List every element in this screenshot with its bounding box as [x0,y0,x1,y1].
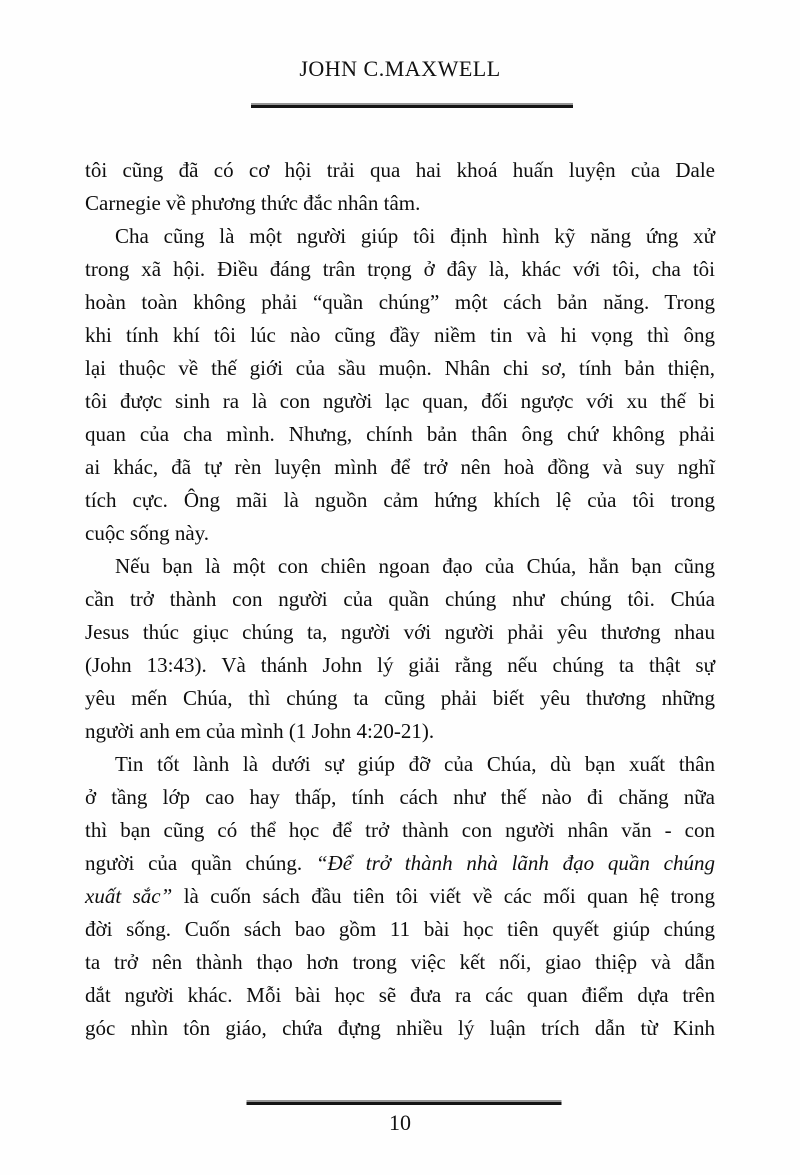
text-line: quan của cha mình. Nhưng, chính bản thân ông chứ không phải [85,422,715,446]
text-line: khi tính khí tôi lúc nào cũng đầy niềm tin và hi vọng thì ông [85,323,715,347]
paragraph [85,220,715,550]
paragraph [85,154,715,220]
page-number: 10 [389,1110,411,1135]
text-line: Carnegie về phương thức đắc nhân tâm. [85,191,421,215]
text-line: ta trở nên thành thạo hơn trong việc kết nối, giao thiệp và dẫn [85,950,715,974]
text-line: trong xã hội. Điều đáng trân trọng ở đây là, khác với tôi, cha tôi [85,257,715,281]
header-rule [251,103,573,108]
footer-rule [247,1100,562,1105]
text-line: xuất sắc” là cuốn sách đầu tiên tôi viết về các mối quan hệ trong [85,884,716,908]
text-line: Cha cũng là một người giúp tôi định hình kỹ năng ứng xử [115,224,715,248]
text-line: tôi cũng đã có cơ hội trải qua hai khoá huấn luyện của Dale [85,158,715,182]
text-line: Nếu bạn là một con chiên ngoan đạo của Chúa, hẳn bạn cũng [115,554,715,578]
text-line: yêu mến Chúa, thì chúng ta cũng phải biết yêu thương những [85,686,715,710]
text-line: cuộc sống này. [85,521,210,545]
text-line: dắt người khác. Mỗi bài học sẽ đưa ra các quan điểm dựa trên [85,983,715,1007]
header-rule-dark-line [251,105,573,108]
running-header-title: JOHN C.MAXWELL [299,56,501,81]
text-line: hoàn toàn không phải “quần chúng” một cách bản năng. Trong [85,290,715,314]
text-line: (John 13:43). Và thánh John lý giải rằng nếu chúng ta thật sự [85,653,715,677]
text-line: thì bạn cũng có thể học để trở thành con người nhân văn - con [85,818,715,842]
text-line: lại thuộc về thế giới của sầu muộn. Nhân chi sơ, tính bản thiện, [85,356,715,380]
paragraph [85,748,715,1045]
text-line: đời sống. Cuốn sách bao gồm 11 bài học tiên quyết giúp chúng [85,917,715,941]
text-line: Tin tốt lành là dưới sự giúp đỡ của Chúa, dù bạn xuất thân [115,752,715,776]
paragraph [85,550,715,748]
footer-rule-dark-line [247,1102,562,1105]
text-line: ở tầng lớp cao hay thấp, tính cách như thế nào đi chăng nữa [85,785,715,809]
text-line: ai khác, đã tự rèn luyện mình để trở nên hoà đồng và suy nghĩ [85,455,715,479]
text-line: người anh em của mình (1 John 4:20-21). [85,719,435,743]
text-line: tôi được sinh ra là con người lạc quan, đối ngược với xu thế bi [85,389,715,413]
text-line: góc nhìn tôn giáo, chứa đựng nhiều lý luận trích dẫn từ Kinh [85,1016,715,1040]
page-body [85,154,715,1045]
text-line: tích cực. Ông mãi là nguồn cảm hứng khích lệ của tôi trong [85,488,715,512]
text-line: người của quần chúng. “Để trở thành nhà lãnh đạo quần chúng [85,851,716,875]
text-line: Jesus thúc giục chúng ta, người với người phải yêu thương nhau [85,620,715,644]
text-line: cần trở thành con người của quần chúng như chúng tôi. Chúa [85,587,715,611]
